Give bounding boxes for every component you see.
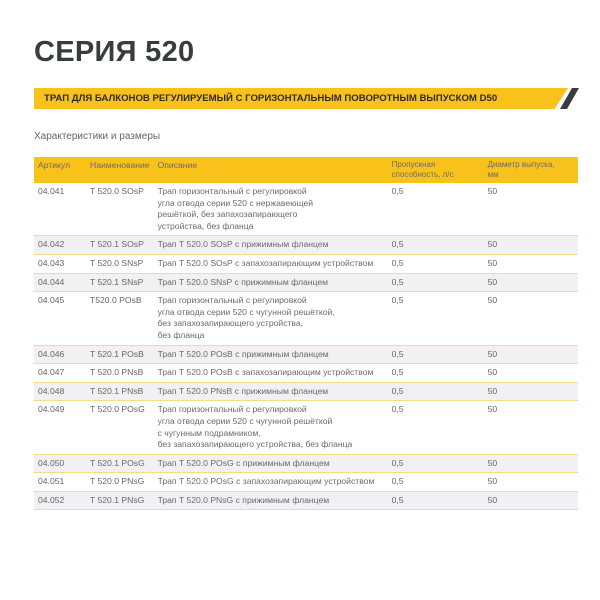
cell-name: T 520.0 PNsG bbox=[86, 473, 154, 492]
header-diameter: Диаметр выпуска, мм bbox=[484, 157, 578, 183]
cell-name: T 520.0 SOsP bbox=[86, 183, 154, 236]
cell-description: Трап T 520.0 POsG с прижимным фланцем bbox=[154, 454, 388, 473]
cell-article: 04.044 bbox=[34, 273, 86, 292]
cell-capacity: 0,5 bbox=[388, 254, 484, 273]
cell-description: Трап горизонтальный с регулировкой угла отвода серии 520 с чугунной решёткой, без запахозапирающего устройства, без фланца bbox=[154, 292, 388, 345]
cell-capacity: 0,5 bbox=[388, 292, 484, 345]
cell-diameter: 50 bbox=[484, 273, 578, 292]
cell-description: Трап T 520.0 SOsP с прижимным фланцем bbox=[154, 236, 388, 255]
cell-name: T 520.1 POsG bbox=[86, 454, 154, 473]
cell-diameter: 50 bbox=[484, 364, 578, 383]
cell-article: 04.041 bbox=[34, 183, 86, 236]
cell-description: Трап T 520.0 POsG с запахозапирающим устройством bbox=[154, 473, 388, 492]
specs-table bbox=[34, 157, 578, 510]
cell-capacity: 0,5 bbox=[388, 454, 484, 473]
banner-text: ТРАП ДЛЯ БАЛКОНОВ РЕГУЛИРУЕМЫЙ С ГОРИЗОНТАЛЬНЫМ ПОВОРОТНЫМ ВЫПУСКОМ D50 bbox=[44, 93, 498, 104]
cell-article: 04.043 bbox=[34, 254, 86, 273]
table-row bbox=[34, 273, 578, 292]
table-row bbox=[34, 382, 578, 401]
table-row bbox=[34, 364, 578, 383]
cell-description: Трап T 520.0 PNsG с прижимным фланцем bbox=[154, 491, 388, 510]
cell-capacity: 0,5 bbox=[388, 491, 484, 510]
cell-diameter: 50 bbox=[484, 254, 578, 273]
cell-diameter: 50 bbox=[484, 292, 578, 345]
cell-description: Трап T 520.0 POsB с запахозапирающим устройством bbox=[154, 364, 388, 383]
table-row bbox=[34, 292, 578, 345]
slash-decoration-icon bbox=[560, 88, 580, 109]
cell-diameter: 50 bbox=[484, 382, 578, 401]
cell-article: 04.052 bbox=[34, 491, 86, 510]
cell-description: Трап T 520.0 SOsP с запахозапирающим устройством bbox=[154, 254, 388, 273]
cell-description: Трап T 520.0 PNsB с прижимным фланцем bbox=[154, 382, 388, 401]
page-title: СЕРИЯ 520 bbox=[34, 36, 195, 68]
table-row bbox=[34, 254, 578, 273]
cell-description: Трап горизонтальный с регулировкой угла отвода серии 520 с нержавеющей решёткой, без запахозапирающего устройства, без фланца bbox=[154, 183, 388, 236]
cell-name: T 520.0 SNsP bbox=[86, 254, 154, 273]
cell-article: 04.045 bbox=[34, 292, 86, 345]
cell-article: 04.047 bbox=[34, 364, 86, 383]
header-name: Наименование bbox=[86, 157, 154, 183]
cell-diameter: 50 bbox=[484, 345, 578, 364]
cell-name: T 520.0 PNsB bbox=[86, 364, 154, 383]
cell-name: T 520.1 PNsB bbox=[86, 382, 154, 401]
cell-article: 04.042 bbox=[34, 236, 86, 255]
header-article: Артикул bbox=[34, 157, 86, 183]
header-description: Описание bbox=[154, 157, 388, 183]
cell-name: T 520.1 POsB bbox=[86, 345, 154, 364]
cell-description: Трап T 520.0 POsB с прижимным фланцем bbox=[154, 345, 388, 364]
cell-diameter: 50 bbox=[484, 183, 578, 236]
cell-capacity: 0,5 bbox=[388, 401, 484, 454]
cell-name: T 520.0 POsG bbox=[86, 401, 154, 454]
table-header-row bbox=[34, 157, 578, 183]
cell-article: 04.049 bbox=[34, 401, 86, 454]
table-row bbox=[34, 491, 578, 510]
cell-capacity: 0,5 bbox=[388, 236, 484, 255]
cell-capacity: 0,5 bbox=[388, 364, 484, 383]
cell-diameter: 50 bbox=[484, 236, 578, 255]
cell-diameter: 50 bbox=[484, 401, 578, 454]
table-row bbox=[34, 183, 578, 236]
cell-name: T 520.1 PNsG bbox=[86, 491, 154, 510]
cell-article: 04.048 bbox=[34, 382, 86, 401]
table-row bbox=[34, 473, 578, 492]
cell-diameter: 50 bbox=[484, 454, 578, 473]
table-row bbox=[34, 236, 578, 255]
table-row bbox=[34, 345, 578, 364]
cell-capacity: 0,5 bbox=[388, 273, 484, 292]
cell-article: 04.046 bbox=[34, 345, 86, 364]
cell-capacity: 0,5 bbox=[388, 345, 484, 364]
header-capacity: Пропускная способность, л/с bbox=[388, 157, 484, 183]
cell-description: Трап T 520.0 SNsP с прижимным фланцем bbox=[154, 273, 388, 292]
cell-article: 04.050 bbox=[34, 454, 86, 473]
cell-name: T520.0 POsB bbox=[86, 292, 154, 345]
cell-diameter: 50 bbox=[484, 473, 578, 492]
cell-description: Трап горизонтальный с регулировкой угла отвода серии 520 с чугунной решёткой с чугунным подрамником, без запахозапирающего устройства, без фланца bbox=[154, 401, 388, 454]
cell-diameter: 50 bbox=[484, 491, 578, 510]
cell-capacity: 0,5 bbox=[388, 382, 484, 401]
cell-capacity: 0,5 bbox=[388, 473, 484, 492]
section-subtitle: Характеристики и размеры bbox=[34, 131, 161, 142]
table-row bbox=[34, 401, 578, 454]
cell-name: T 520.1 SNsP bbox=[86, 273, 154, 292]
cell-name: T 520.1 SOsP bbox=[86, 236, 154, 255]
cell-capacity: 0,5 bbox=[388, 183, 484, 236]
table-row bbox=[34, 454, 578, 473]
cell-article: 04.051 bbox=[34, 473, 86, 492]
